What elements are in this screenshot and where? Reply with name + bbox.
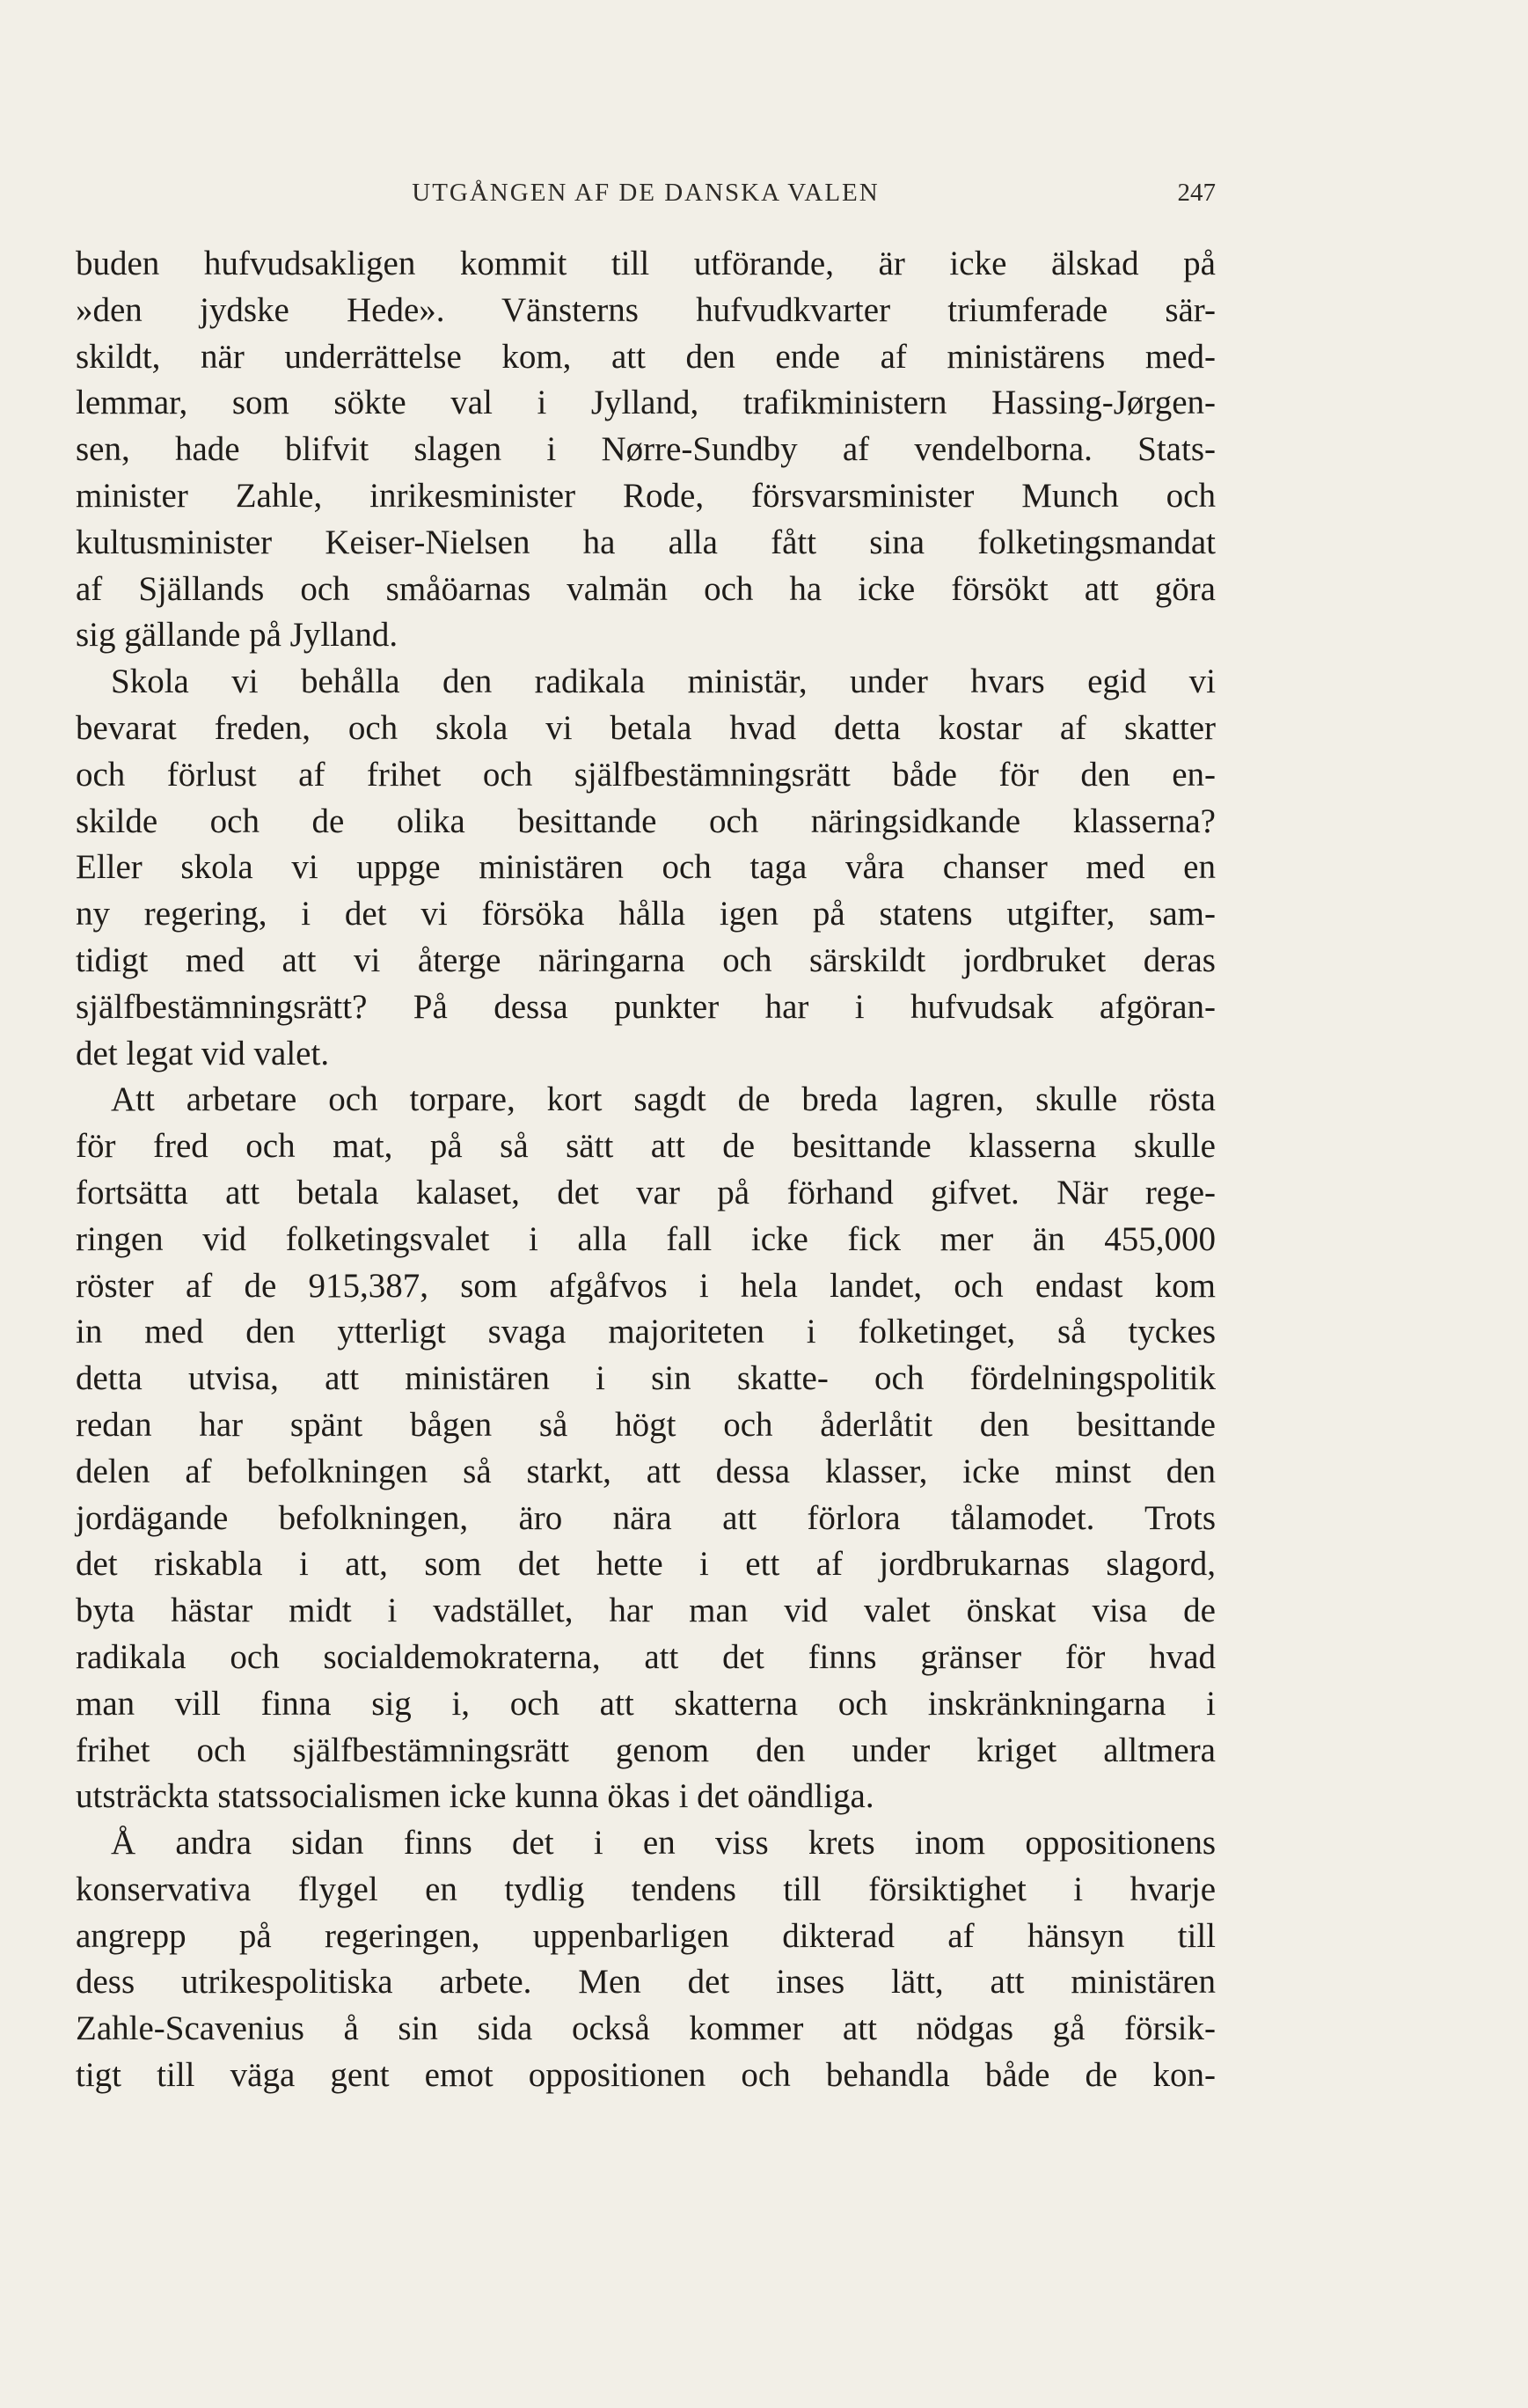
text-line: redan har spänt bågen så högt och åderlåtit den besittande	[76, 1405, 1216, 1444]
text-line: själfbestämningsrätt? På dessa punkter har i hufvudsak afgöran-	[76, 987, 1216, 1026]
text-line: radikala och socialdemokraterna, att det finns gränser för hvad	[76, 1637, 1216, 1676]
page-number: 247	[1177, 179, 1216, 207]
text-line: fortsätta att betala kalaset, det var på förhand gifvet. När rege-	[76, 1173, 1216, 1211]
paragraph-1	[76, 241, 1216, 659]
text-line: byta hästar midt i vadstället, har man vid valet önskat visa de	[76, 1592, 1216, 1630]
text-line: in med den ytterligt svaga majoriteten i folketinget, så tyckes	[76, 1313, 1216, 1351]
text-line: Att arbetare och torpare, kort sagdt de breda lagren, skulle rösta	[111, 1080, 1216, 1119]
paragraph-3	[76, 1077, 1216, 1820]
text-line: frihet och själfbestämningsrätt genom den under kriget alltmera	[76, 1731, 1216, 1769]
paragraph-2	[76, 659, 1216, 1077]
text-line: dess utrikespolitiska arbete. Men det inses lätt, att ministären	[76, 1963, 1216, 2002]
text-line: kultusminister Keiser-Nielsen ha alla fått sina folketingsmandat	[76, 523, 1216, 561]
text-line: och förlust af frihet och själfbestämningsrätt både för den en-	[76, 755, 1216, 794]
paragraph-4	[76, 1820, 1216, 2099]
running-head: UTGÅNGEN AF DE DANSKA VALEN	[412, 179, 880, 207]
text-line: Å andra sidan finns det i en viss krets inom oppositionens	[111, 1824, 1216, 1863]
text-line: skilde och de olika besittande och näringsidkande klasserna?	[76, 801, 1216, 840]
text-line: ny regering, i det vi försöka hålla igen på statens utgifter, sam-	[76, 895, 1216, 933]
text-line: ringen vid folketingsvalet i alla fall icke fick mer än 455,000	[76, 1219, 1216, 1258]
page-header	[76, 179, 1216, 214]
text-line: delen af befolkningen så starkt, att dessa klasser, icke minst den	[76, 1452, 1216, 1490]
text-line: skildt, när underrättelse kom, att den ende af ministärens med-	[76, 337, 1216, 376]
text-line: bevarat freden, och skola vi betala hvad detta kostar af skatter	[76, 708, 1216, 747]
text-line: Zahle-Scavenius å sin sida också kommer att nödgas gå försik-	[76, 2009, 1216, 2048]
text-line: tigt till väga gent emot oppositionen och behandla både de kon-	[76, 2056, 1216, 2095]
text-line: lemmar, som sökte val i Jylland, trafikministern Hassing-Jørgen-	[76, 384, 1216, 422]
text-line: konservativa flygel en tydlig tendens till försiktighet i hvarje	[76, 1870, 1216, 1908]
text-line: Skola vi behålla den radikala ministär, under hvars egid vi	[111, 662, 1216, 701]
text-line: buden hufvudsakligen kommit till utförande, är icke älskad på	[76, 245, 1216, 282]
text-line: det legat vid valet.	[76, 1034, 330, 1072]
text-line: minister Zahle, inrikesminister Rode, försvarsminister Munch och	[76, 476, 1216, 515]
text-line: utsträckta statssocialismen icke kunna ökas i det oändliga.	[76, 1777, 874, 1816]
text-line: sig gällande på Jylland.	[76, 616, 398, 655]
text-line: röster af de 915,387, som afgåfvos i hela landet, och endast kom	[76, 1266, 1216, 1305]
text-line: jordägande befolkningen, äro nära att förlora tålamodet. Trots	[76, 1498, 1216, 1537]
text-line: det riskabla i att, som det hette i ett af jordbrukarnas slagord,	[76, 1545, 1216, 1584]
text-line: tidigt med att vi återge näringarna och särskildt jordbruket deras	[76, 941, 1216, 979]
text-line: för fred och mat, på så sätt att de besittande klasserna skulle	[76, 1127, 1216, 1166]
text-line: Eller skola vi uppge ministären och taga våra chanser med en	[76, 848, 1216, 887]
text-line: sen, hade blifvit slagen i Nørre-Sundby af vendelborna. Stats-	[76, 430, 1216, 469]
text-line: af Själlands och småöarnas valmän och ha icke försökt att göra	[76, 569, 1216, 608]
text-line: detta utvisa, att ministären i sin skatte- och fördelningspolitik	[76, 1359, 1216, 1398]
body-text	[76, 241, 1216, 2099]
text-line: man vill finna sig i, och att skatterna och inskränkningarna i	[76, 1684, 1216, 1723]
text-line: »den jydske Hede». Vänsterns hufvudkvarter triumferade sär-	[76, 290, 1216, 329]
text-line: angrepp på regeringen, uppenbarligen dikterad af hänsyn till	[76, 1916, 1216, 1955]
